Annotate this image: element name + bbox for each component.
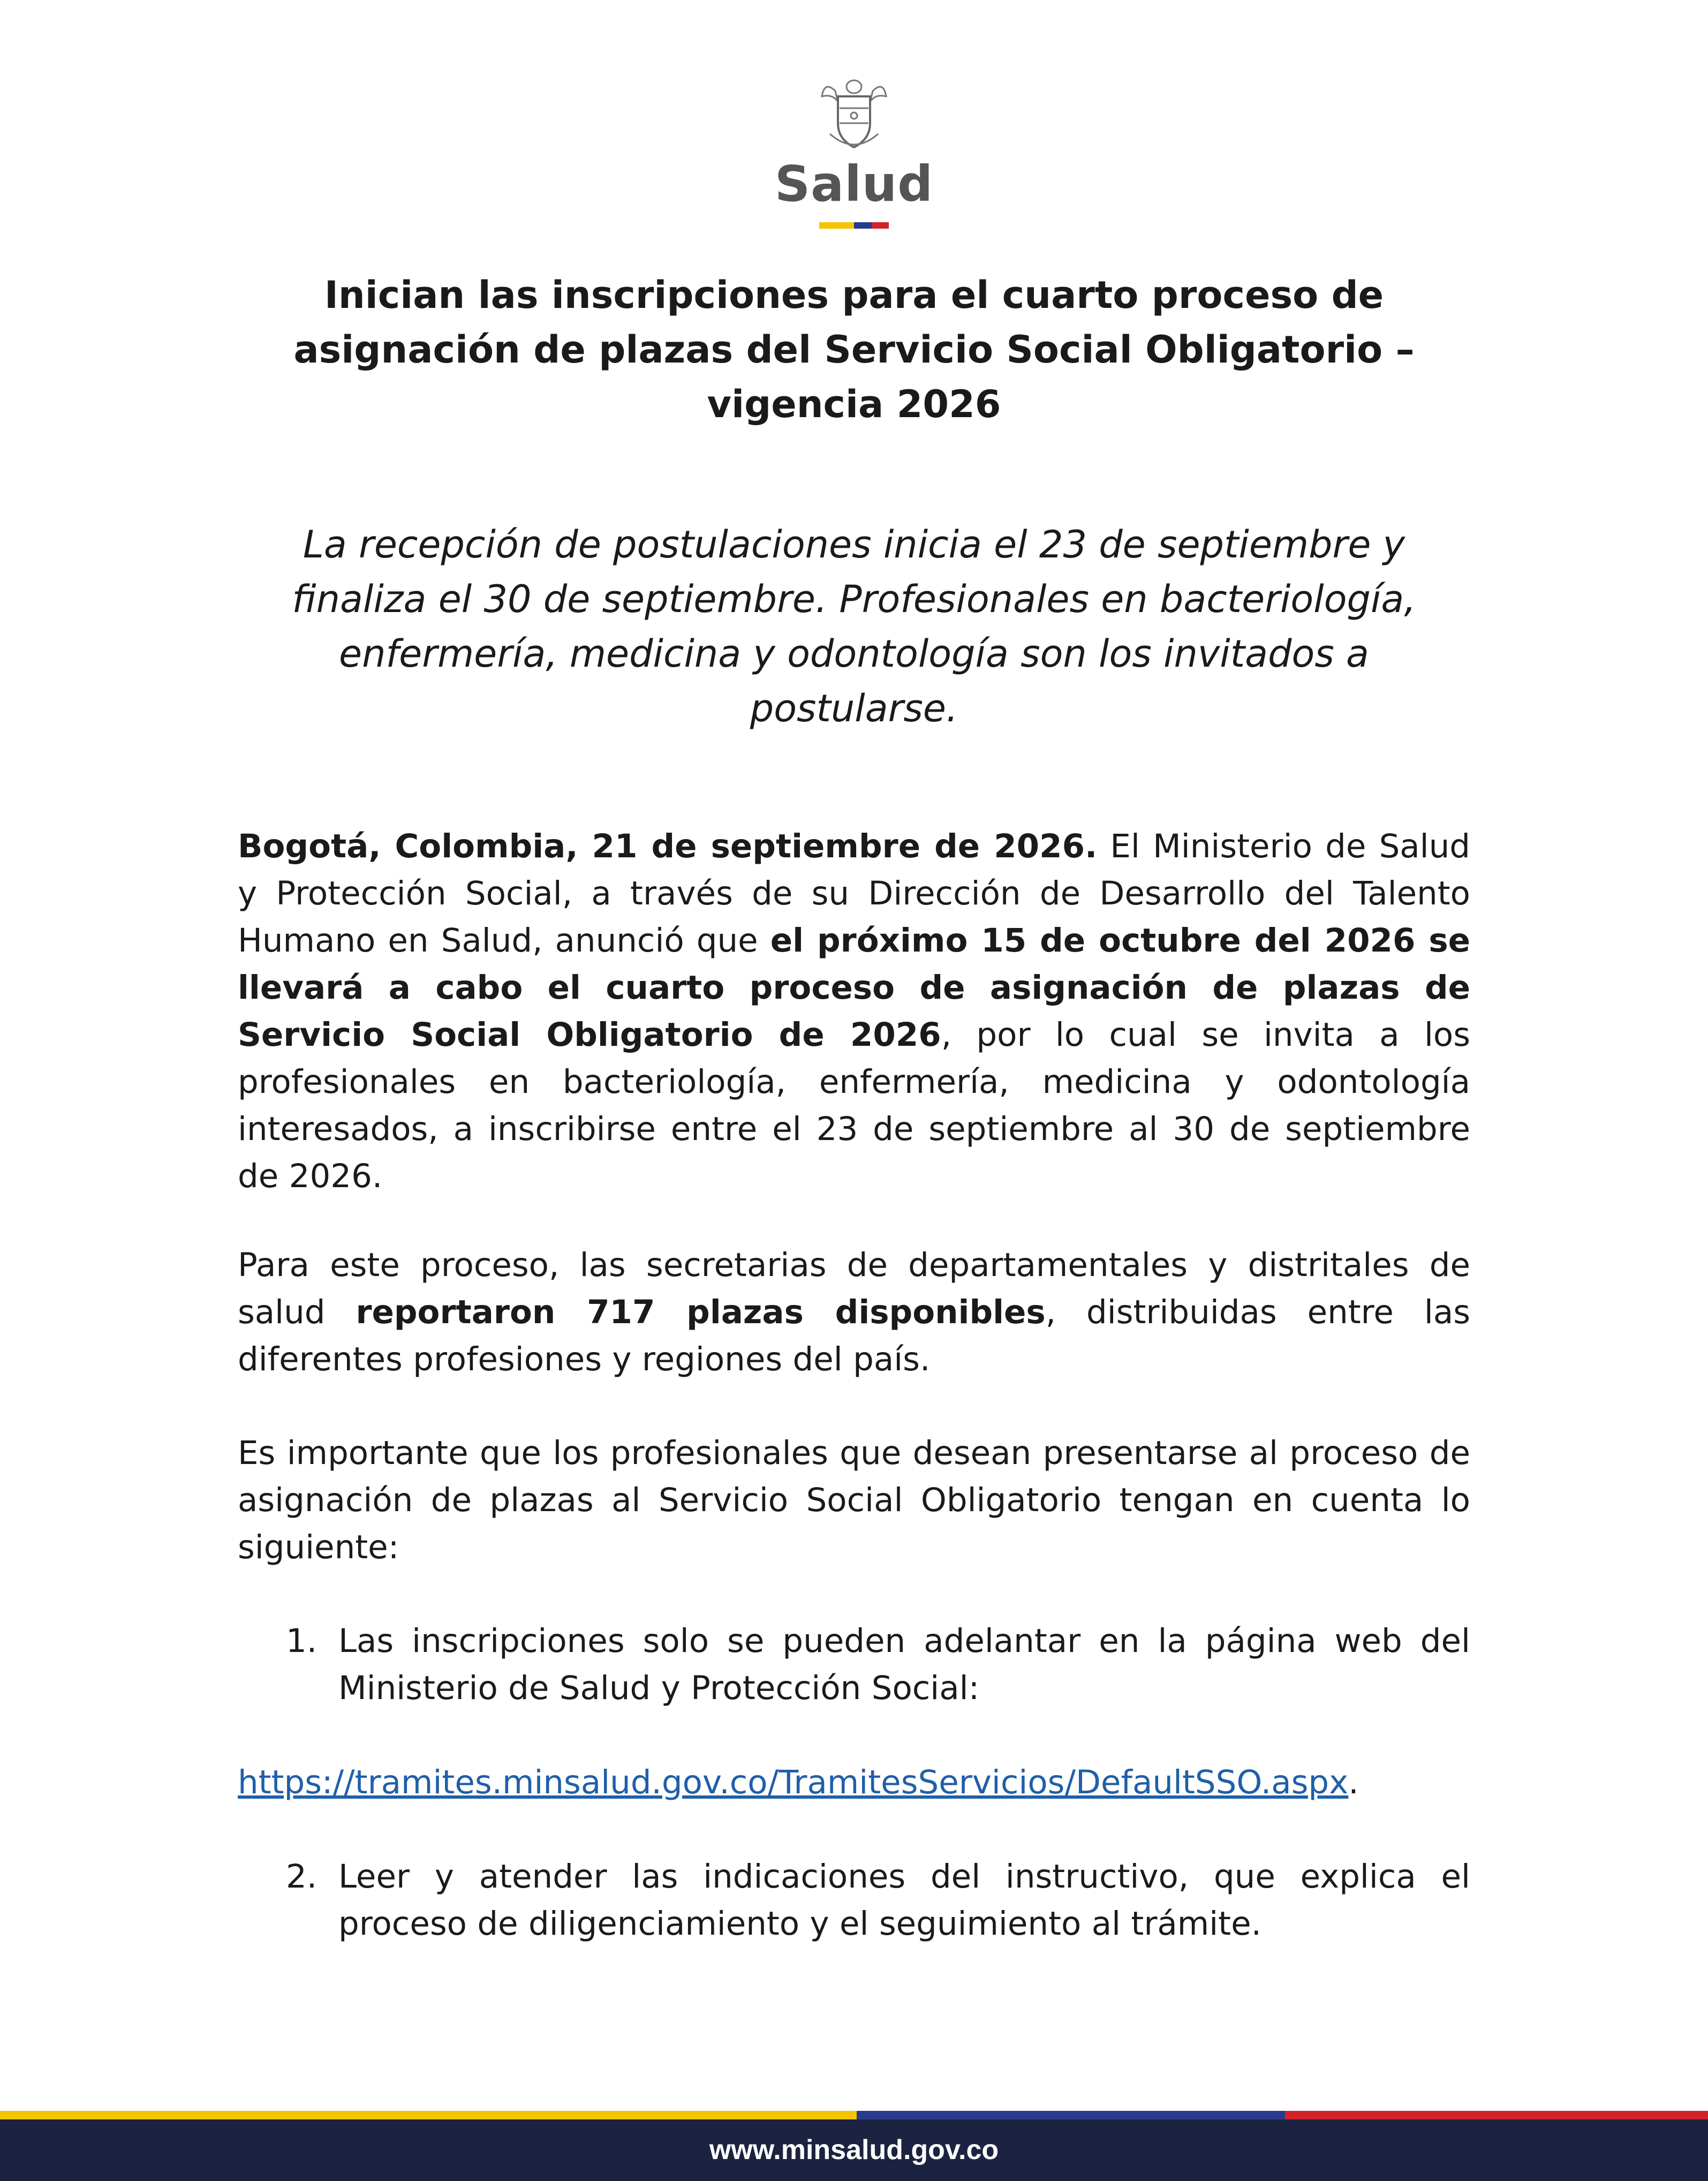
title-line-2: asignación de plazas del Servicio Social Obligatorio – [293,328,1415,372]
footer-stripe-yellow [0,2111,857,2119]
subtitle-line-4: postularse. [750,686,958,730]
document-subtitle [203,517,1505,736]
footer-stripe-blue [857,2111,1285,2119]
footer-flag-stripe [0,2111,1708,2119]
footer-stripe-red [1285,2111,1708,2119]
registration-link[interactable]: https://tramites.minsalud.gov.co/TramitesServicios/DefaultSSO.aspx [238,1763,1349,1801]
footer-website[interactable]: www.minsalud.gov.co [709,2134,999,2165]
logo-wordmark: Salud [774,155,934,213]
registration-link-line [238,1759,1470,1806]
link-trailing-period: . [1348,1763,1359,1801]
paragraph-plazas [238,1242,1470,1383]
subtitle-line-3: enfermería, medicina y odontología son los invitados a [339,632,1369,676]
paragraph1-highlight: el próximo 15 de octubre del 2026 se llevará a cabo el cuarto proceso de asignación de plazas de Servicio Social Obligatorio de 2026 [238,922,1471,1054]
dateline: Bogotá, Colombia, 21 de septiembre de 2026. [238,827,1098,865]
flag-yellow [819,222,854,229]
paragraph1-text-a: El Ministerio de Salud y Protección Social, a través de su Dirección de Desarrollo del Talento Humano en Salud, anunció que [238,827,1471,960]
coat-of-arms-icon [819,75,889,155]
title-line-3: vigencia 2026 [707,382,1001,426]
list-item-text: Las inscripciones solo se pueden adelantar en la página web del Ministerio de Salud y Protección Social: [338,1622,1470,1707]
subtitle-line-2: finaliza el 30 de septiembre. Profesionales en bacteriología, [292,577,1416,621]
footer-bar [0,2119,1708,2181]
list-item-number: 2. [286,1858,318,1896]
paragraph2-text-c: , distribuidas entre las diferentes profesiones y regiones del país. [238,1293,1470,1378]
flag-blue [854,222,872,229]
paragraph-important: Es importante que los profesionales que desean presentarse al proceso de asignación de plazas al Servicio Social Obligatorio tengan en cuenta lo siguiente: [238,1434,1470,1566]
paragraph1-text-c: , por lo cual se invita a los profesionales en bacteriología, enfermería, medicina y odontología interesados, a inscribirse entre el 23 de septiembre al 30 de septiembre de 2026. [238,1016,1471,1195]
list-item-number: 1. [286,1622,318,1660]
salud-logo [750,75,958,236]
subtitle-line-1: La recepción de postulaciones inicia el 23 de septiembre y [303,523,1405,567]
paragraph2-highlight: reportaron 717 plazas disponibles [356,1293,1046,1331]
paragraph2-text-a: Para este proceso, las secretarias de departamentales y distritales de salud [238,1246,1470,1331]
title-line-1: Inician las inscripciones para el cuarto proceso de [324,273,1384,317]
logo-flag-stripe [819,222,889,229]
paragraph-announcement [238,823,1470,1200]
document-title [203,268,1505,432]
list-item-text: Leer y atender las indicaciones del instructivo, que explica el proceso de diligenciamiento y el seguimiento al trámite. [338,1858,1470,1943]
flag-red [872,222,889,229]
